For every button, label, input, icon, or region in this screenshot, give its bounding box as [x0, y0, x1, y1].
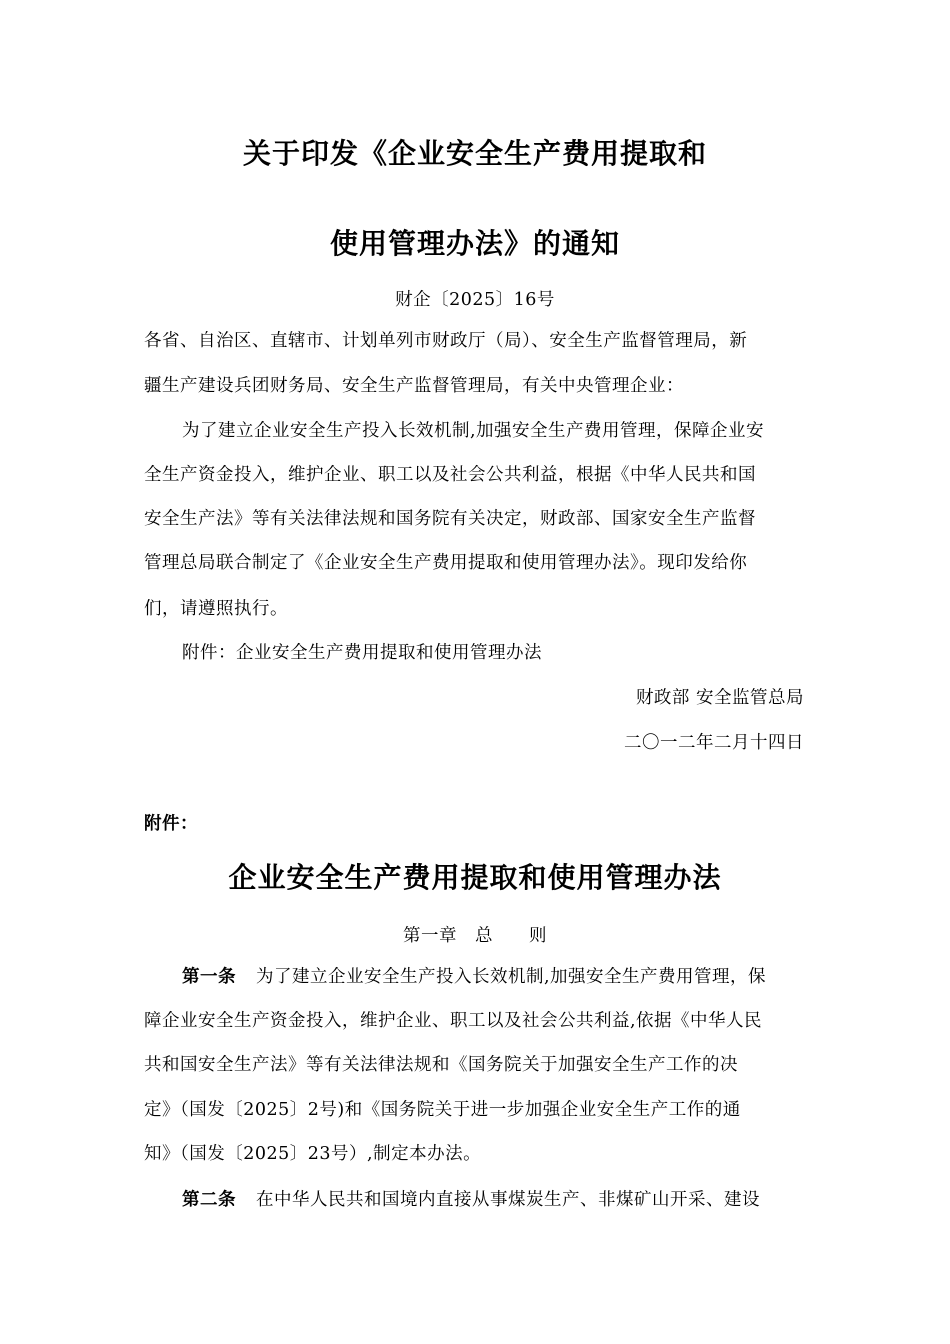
doc-number: 财企〔2025〕16号 [395, 290, 555, 310]
article-line: 知》（国发〔2025〕23号）,制定本办法。 [144, 1144, 482, 1164]
addressee-line: 各省、自治区、直辖市、计划单列市财政厅（局）、安全生产监督管理局，新 [144, 331, 748, 351]
article-line: 障企业安全生产资金投入，维护企业、职工以及社会公共利益,依据《中华人民 [144, 1011, 763, 1031]
article-text: 在中华人民共和国境内直接从事煤炭生产、非煤矿山开采、建设 [256, 1190, 760, 1210]
article-line: 定》（国发〔2025〕2号)和《国务院关于进一步加强企业安全生产工作的通 [144, 1100, 741, 1120]
chapter-heading: 第一章 总 则 [403, 926, 547, 946]
body-line: 为了建立企业安全生产投入长效机制,加强安全生产费用管理，保障企业安 [182, 421, 765, 441]
article-line [182, 963, 766, 988]
attachment-title: 企业安全生产费用提取和使用管理办法 [228, 861, 722, 894]
article-line: 共和国安全生产法》等有关法律法规和《国务院关于加强安全生产工作的决 [144, 1055, 738, 1075]
article-label: 第一条 [182, 967, 236, 987]
attachment-label: 附件： [144, 814, 198, 834]
body-line: 全生产资金投入，维护企业、职工以及社会公共利益，根据《中华人民共和国 [144, 465, 756, 485]
body-line: 们，请遵照执行。 [144, 599, 288, 619]
notice-title-line2: 使用管理办法》的通知 [329, 227, 620, 260]
addressee-line: 疆生产建设兵团财务局、安全生产监督管理局，有关中央管理企业： [144, 376, 684, 396]
article-label: 第二条 [182, 1190, 236, 1210]
article-text: 为了建立企业安全生产投入长效机制,加强安全生产费用管理，保 [256, 967, 767, 987]
issuers: 财政部 安全监管总局 [635, 688, 804, 708]
article-line [182, 1186, 760, 1211]
body-line: 安全生产法》等有关法律法规和国务院有关决定，财政部、国家安全生产监督 [144, 509, 756, 529]
body-line: 管理总局联合制定了《企业安全生产费用提取和使用管理办法》。现印发给你 [144, 553, 748, 573]
attachment-reference: 附件：企业安全生产费用提取和使用管理办法 [182, 643, 542, 663]
notice-title-line1: 关于印发《企业安全生产费用提取和 [242, 137, 707, 170]
issue-date: 二〇一二年二月十四日 [624, 733, 804, 753]
